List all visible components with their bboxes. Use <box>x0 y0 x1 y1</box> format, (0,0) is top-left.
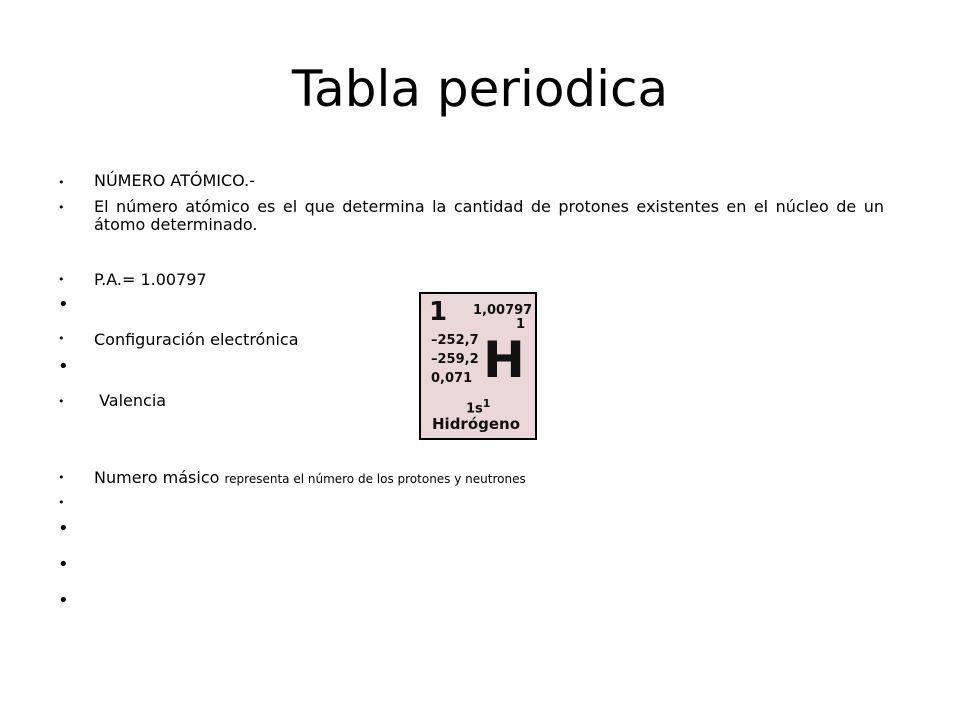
bullet-marker: • <box>58 471 65 484</box>
bullet-electron-configuration: Configuración electrónica <box>94 330 299 349</box>
slide-title: Tabla periodica <box>291 60 669 118</box>
element-property-2: –259,2 <box>431 352 479 367</box>
element-atomic-mass: 1,00797 <box>473 303 533 318</box>
bullet-marker: • <box>58 176 65 189</box>
bullet-marker: • <box>58 332 65 345</box>
bullet-atomic-number-heading: NÚMERO ATÓMICO.- <box>94 171 255 190</box>
element-configuration-superscript: 1 <box>482 397 491 410</box>
bullet-atomic-weight: P.A.= 1.00797 <box>94 270 207 289</box>
element-property-1: –252,7 <box>431 333 479 348</box>
bullet-marker: • <box>58 395 65 408</box>
bullet-mass-number <box>94 469 526 488</box>
bullet-valence: Valencia <box>94 391 167 410</box>
mass-number-label: Numero másico <box>94 468 225 487</box>
element-symbol: H <box>483 331 525 389</box>
mass-number-description: representa el número de los protones y neutrones <box>224 472 526 486</box>
element-configuration-base: 1s <box>466 401 483 417</box>
element-name: Hidrógeno <box>432 415 521 433</box>
element-atomic-number: 1 <box>429 297 448 327</box>
element-property-3: 0,071 <box>431 371 473 386</box>
bullet-marker: • <box>58 294 69 315</box>
bullet-marker: • <box>58 201 65 214</box>
element-valence: 1 <box>516 317 526 332</box>
bullet-marker: • <box>58 554 69 575</box>
bullet-marker: • <box>58 496 65 509</box>
bullet-marker: • <box>58 273 65 286</box>
bullet-marker: • <box>58 518 69 539</box>
bullet-marker: • <box>58 590 69 611</box>
element-configuration <box>466 396 490 416</box>
bullet-marker: • <box>58 356 69 377</box>
bullet-atomic-number-definition: El número atómico es el que determina la cantidad de protones existentes en el núcleo de un átomo determinado. <box>94 197 884 234</box>
hydrogen-element-card <box>419 292 537 440</box>
